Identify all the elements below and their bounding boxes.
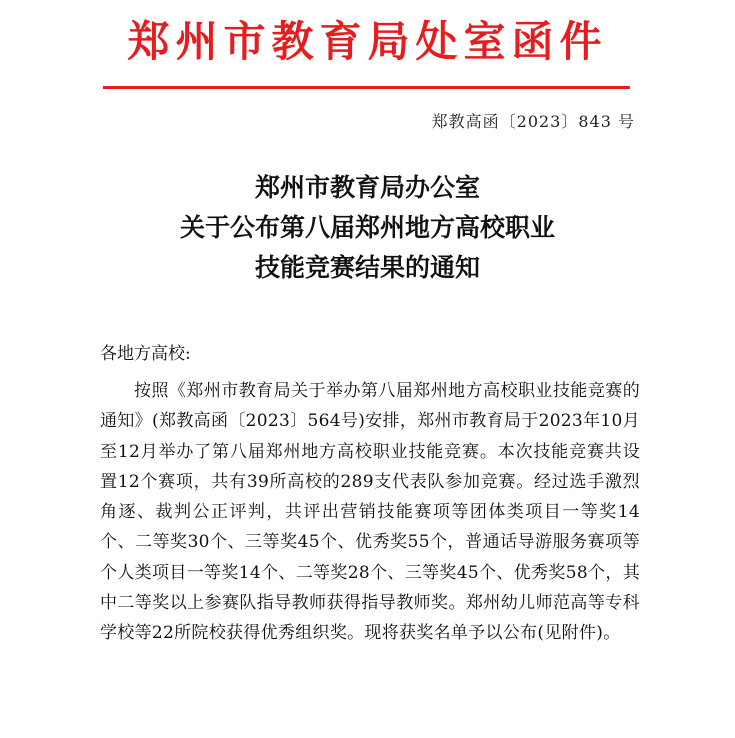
- document-number: 郑教高函〔2023〕843 号: [431, 112, 635, 131]
- body-paragraph: 按照《郑州市教育局关于举办第八届郑州地方高校职业技能竞赛的通知》(郑教高函〔2023〕564号)安排，郑州市教育局于2023年10月至12月举办了第八届郑州地方高校职业技能竞赛。本次技能竞赛共设置12个赛项，共有39所高校的289支代表队参加竞赛。经过选手激烈角逐、裁判公正评判，共评出营销技能赛项等团体类项目一等奖14个、二等奖30个、三等奖45个、优秀奖55个，普通话导游服务赛项等个人类项目一等奖14个、二等奖28个、三等奖45个、优秀奖58个，其中二等奖以上参赛队指导教师获得指导教师奖。郑州幼儿师范高等专科学校等22所院校获得优秀组织奖。现将获奖名单予以公布(见附件)。: [100, 381, 640, 644]
- salutation: 各地方高校:: [100, 344, 191, 364]
- title-line-2: 关于公布第八届郑州地方高校职业: [179, 213, 555, 242]
- notice-title: [0, 168, 735, 288]
- letterhead-title: 郑州市教育局处室函件: [127, 17, 608, 66]
- title-line-3: 技能竞赛结果的通知: [254, 253, 480, 282]
- title-line-1: 郑州市教育局办公室: [254, 173, 480, 202]
- letterhead-rule: [103, 86, 630, 89]
